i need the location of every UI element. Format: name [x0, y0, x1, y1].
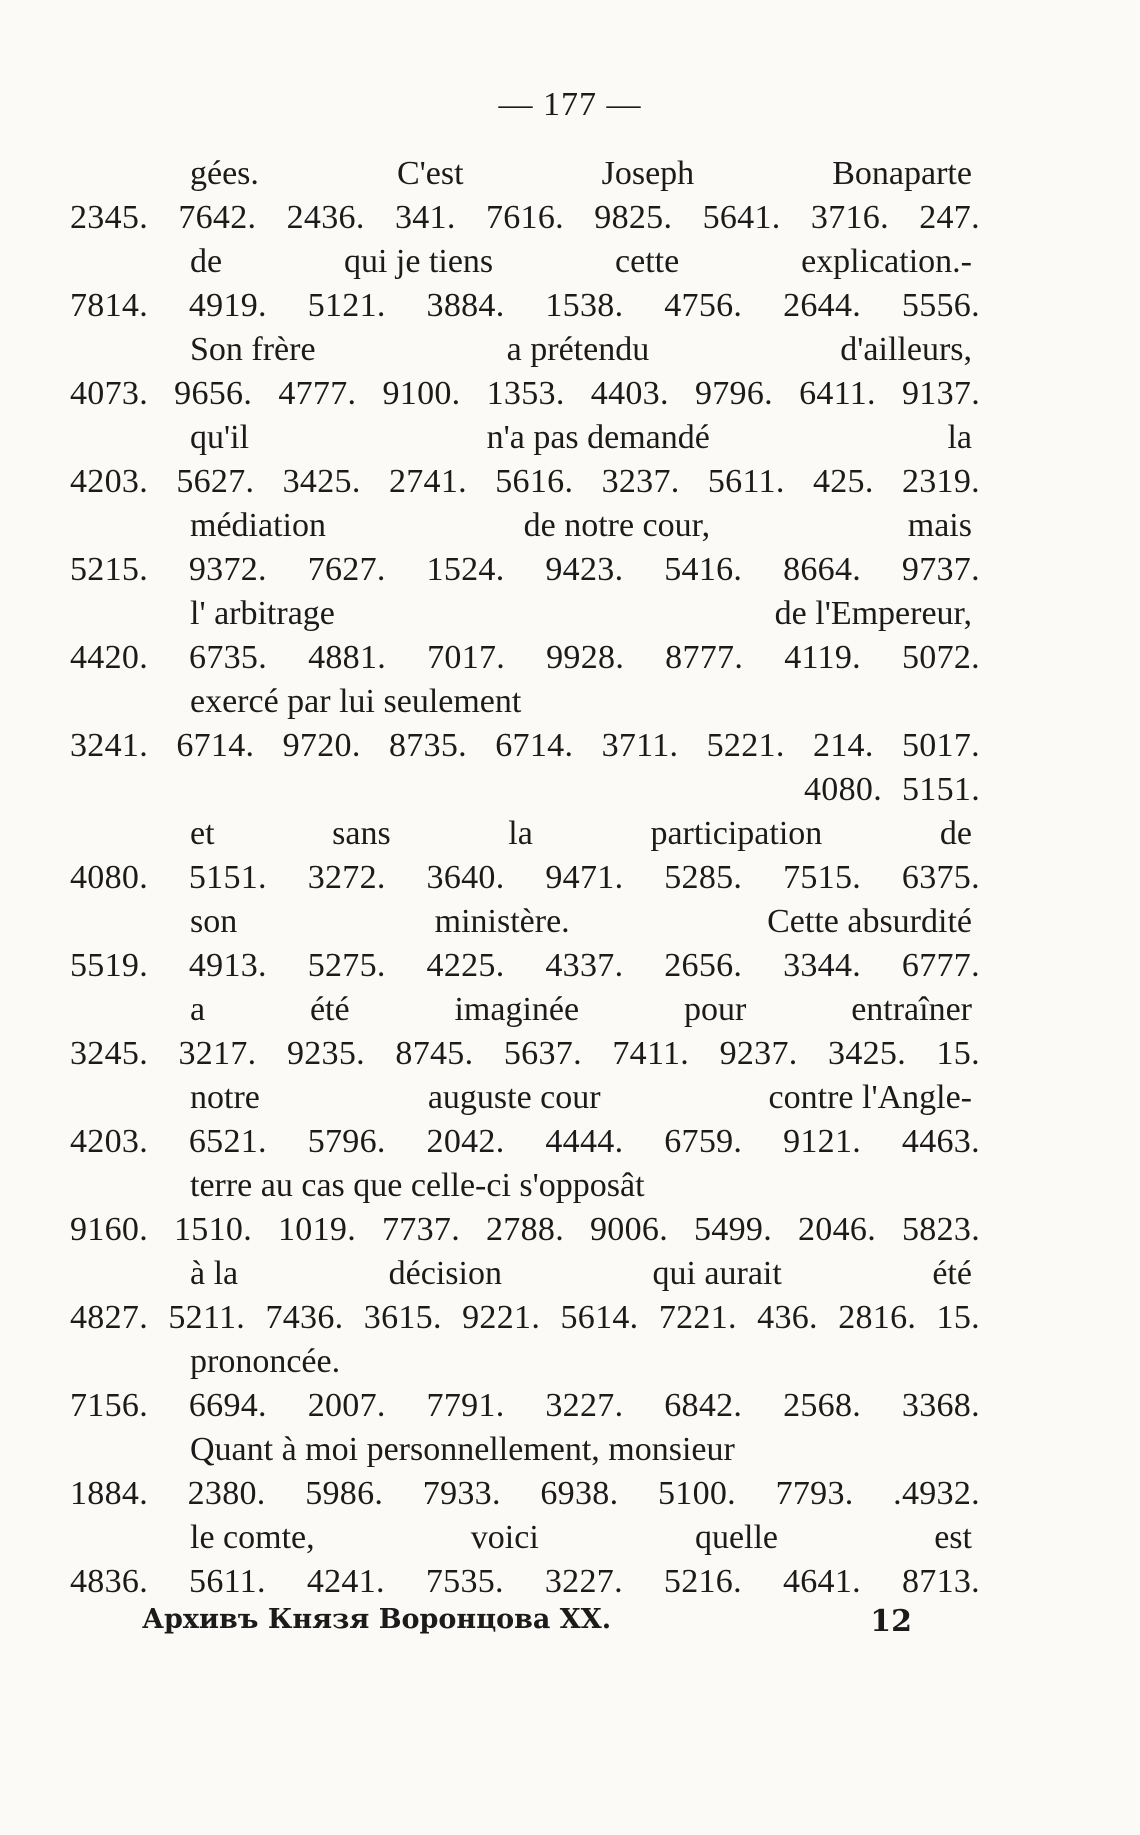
cipher-code: 9221. [462, 1299, 541, 1336]
cipher-code: 2644. [783, 287, 862, 324]
plaintext-line [70, 680, 980, 724]
cipher-code: 2380. [187, 1475, 266, 1512]
cipher-code: 5072. [901, 639, 980, 676]
cipher-code-line [70, 1120, 980, 1164]
plaintext-line [70, 1076, 980, 1120]
cipher-code: 3615. [363, 1299, 442, 1336]
line-pair [70, 680, 980, 812]
cipher-code: 6375. [901, 859, 980, 896]
cipher-code: 341. [394, 199, 456, 236]
cipher-code: 1884. [70, 1475, 148, 1512]
plaintext-word: et [190, 815, 215, 852]
cipher-text-body [70, 152, 980, 1604]
line-pair [70, 328, 980, 416]
plaintext-word: n'a pas demandé [486, 419, 710, 456]
cipher-code: 4777. [278, 375, 357, 412]
cipher-code: 4420. [70, 639, 148, 676]
plaintext-word: C'est [396, 155, 464, 192]
plaintext-word: le comte, [190, 1519, 315, 1556]
cipher-code: 4119. [784, 639, 861, 676]
page-number: — 177 — [498, 86, 642, 123]
cipher-code: 4919. [188, 287, 267, 324]
line-pair [70, 1340, 980, 1428]
cipher-code: 5275. [307, 947, 386, 984]
plaintext-word: a prétendu [506, 331, 650, 368]
cipher-code: 7017. [427, 639, 506, 676]
line-pair [70, 504, 980, 592]
plaintext-word: médiation [190, 507, 326, 544]
plaintext-word: est [934, 1519, 972, 1556]
cipher-code: 2319. [901, 463, 980, 500]
line-pair [70, 988, 980, 1076]
cipher-code: 7814. [70, 287, 148, 324]
cipher-code: 4203. [70, 1123, 148, 1160]
cipher-code: 3272. [307, 859, 386, 896]
cipher-code: 7515. [783, 859, 862, 896]
cipher-code: 6735. [189, 639, 268, 676]
cipher-code: 8777. [665, 639, 744, 676]
cipher-code: 2436. [286, 199, 365, 236]
cipher-code: 6938. [540, 1475, 619, 1512]
cipher-code: 4203. [70, 463, 148, 500]
cipher-code: 4337. [545, 947, 624, 984]
line-pair [70, 1516, 980, 1604]
cipher-code: 15. [936, 1299, 980, 1336]
cipher-code: 8735. [388, 727, 467, 764]
cipher-code: 4073. [70, 375, 148, 412]
cipher-code: 2741. [388, 463, 467, 500]
plaintext-word: été [932, 1255, 972, 1292]
plaintext-word: la [508, 815, 533, 852]
line-pair [70, 152, 980, 240]
plaintext-word: auguste cour [427, 1079, 601, 1116]
plaintext-line [70, 1516, 980, 1560]
cipher-code: 3425. [828, 1035, 907, 1072]
plaintext-word: entraîner [851, 991, 972, 1028]
cipher-code: 3884. [426, 287, 505, 324]
footer-signature-number: 12 [870, 1604, 912, 1639]
cipher-code: 5215. [70, 551, 148, 588]
cipher-code: 5986. [305, 1475, 384, 1512]
cipher-code: 7933. [422, 1475, 501, 1512]
cipher-code: 6714. [176, 727, 255, 764]
plaintext-word: qui je tiens [343, 243, 494, 280]
plaintext-word: Quant à moi personnellement, monsieur [190, 1431, 735, 1468]
cipher-code-line [70, 944, 980, 988]
cipher-code: 5416. [664, 551, 743, 588]
plaintext-word: mais [907, 507, 972, 544]
cipher-code: 3227. [545, 1387, 624, 1424]
cipher-code: 2788. [486, 1211, 564, 1248]
cipher-code: 6411. [799, 375, 876, 412]
cipher-code: 7791. [426, 1387, 505, 1424]
plaintext-line [70, 1340, 980, 1384]
cipher-code: 6842. [664, 1387, 743, 1424]
cipher-code: 9656. [174, 375, 253, 412]
cipher-code: 5611. [707, 463, 785, 500]
cipher-code: 3368. [901, 1387, 980, 1424]
cipher-code: 5627. [176, 463, 255, 500]
cipher-code: 5616. [495, 463, 574, 500]
cipher-code: 9121. [783, 1123, 862, 1160]
cipher-code: 9235. [286, 1035, 365, 1072]
plaintext-word: d'ailleurs, [840, 331, 972, 368]
plaintext-word: de [939, 815, 972, 852]
cipher-code: 3711. [601, 727, 679, 764]
cipher-code-line [70, 548, 980, 592]
cipher-code: 7793. [775, 1475, 854, 1512]
plaintext-word: son [190, 903, 238, 940]
cipher-code: 5796. [307, 1123, 386, 1160]
cipher-code: 9423. [545, 551, 624, 588]
cipher-code: 4913. [188, 947, 267, 984]
line-pair [70, 416, 980, 504]
plaintext-line [70, 504, 980, 548]
cipher-code: 9372. [188, 551, 267, 588]
cipher-code: 5499. [694, 1211, 772, 1248]
plaintext-line [70, 152, 980, 196]
cipher-code: 7156. [70, 1387, 148, 1424]
cipher-code: 436. [757, 1299, 818, 1336]
plaintext-word: prononcée. [190, 1343, 341, 1380]
cipher-code: 425. [812, 463, 874, 500]
plaintext-word: à la [190, 1255, 239, 1292]
cipher-code-line [70, 1208, 980, 1252]
plaintext-word: a [190, 991, 206, 1028]
cipher-code: 5221. [706, 727, 785, 764]
cipher-code: 9796. [694, 375, 773, 412]
plaintext-word: ministère. [434, 903, 570, 940]
cipher-code: 247. [919, 199, 980, 236]
plaintext-word: terre au cas que celle-ci s'opposât [190, 1167, 645, 1204]
cipher-code: 5216. [663, 1563, 742, 1600]
cipher-code: 5151. [902, 771, 980, 808]
cipher-code: 4756. [664, 287, 743, 324]
cipher-code: 3217. [178, 1035, 257, 1072]
plaintext-word: contre l'Angle- [768, 1079, 972, 1116]
cipher-code-line [70, 1296, 980, 1340]
cipher-code: 3344. [783, 947, 862, 984]
cipher-code: .4932. [893, 1475, 980, 1512]
cipher-code: 4403. [590, 375, 669, 412]
plaintext-word: la [947, 419, 972, 456]
cipher-code: 4881. [308, 639, 387, 676]
cipher-code: 1353. [486, 375, 565, 412]
cipher-code: 4827. [70, 1299, 148, 1336]
plaintext-line [70, 900, 980, 944]
cipher-code: 5637. [503, 1035, 582, 1072]
cipher-code: 4080. [804, 771, 882, 808]
cipher-code: 7221. [658, 1299, 737, 1336]
plaintext-word: décision [388, 1255, 502, 1292]
plaintext-word: été [309, 991, 350, 1028]
plaintext-word: Cette absurdité [767, 903, 972, 940]
cipher-code: 9928. [546, 639, 625, 676]
plaintext-word: Son frère [190, 331, 316, 368]
cipher-code: 5151. [188, 859, 267, 896]
cipher-code: 214. [812, 727, 874, 764]
cipher-code: 7737. [382, 1211, 460, 1248]
plaintext-line [70, 1164, 980, 1208]
cipher-code-line [70, 636, 980, 680]
plaintext-word: quelle [694, 1519, 779, 1556]
cipher-code-line [70, 196, 980, 240]
cipher-code-line [70, 284, 980, 328]
cipher-code: 2816. [838, 1299, 917, 1336]
cipher-code: 15. [936, 1035, 980, 1072]
plaintext-word: gées. [190, 155, 259, 192]
cipher-code: 5823. [902, 1211, 980, 1248]
cipher-code: 5614. [560, 1299, 639, 1336]
cipher-code: 4463. [901, 1123, 980, 1160]
plaintext-word: cette [615, 243, 680, 280]
cipher-code: 1510. [174, 1211, 252, 1248]
cipher-code: 3241. [70, 727, 148, 764]
plaintext-line [70, 240, 980, 284]
cipher-code: 9720. [282, 727, 361, 764]
cipher-code: 3640. [426, 859, 505, 896]
cipher-code: 3227. [544, 1563, 623, 1600]
line-pair [70, 240, 980, 328]
cipher-code: 2042. [426, 1123, 505, 1160]
cipher-code: 7535. [425, 1563, 504, 1600]
cipher-code: 7616. [485, 199, 564, 236]
cipher-code: 6694. [188, 1387, 267, 1424]
cipher-code: 5556. [901, 287, 980, 324]
plaintext-word: participation [650, 815, 823, 852]
cipher-code: 3245. [70, 1035, 148, 1072]
cipher-code: 2656. [664, 947, 743, 984]
cipher-code: 8745. [395, 1035, 474, 1072]
cipher-code: 6777. [901, 947, 980, 984]
cipher-code: 2345. [70, 199, 148, 236]
plaintext-word: de [190, 243, 223, 280]
cipher-code: 9100. [382, 375, 461, 412]
plaintext-word: explication.- [801, 243, 972, 280]
plaintext-line [70, 812, 980, 856]
cipher-code: 2007. [307, 1387, 386, 1424]
cipher-code: 9737. [901, 551, 980, 588]
cipher-code: 6759. [664, 1123, 743, 1160]
plaintext-word: voici [470, 1519, 539, 1556]
plaintext-word: l' arbitrage [190, 595, 335, 632]
cipher-code: 8713. [901, 1563, 980, 1600]
page-footer [142, 1604, 912, 1639]
footer-archive-title: Архивъ Князя Воронцова XX. [142, 1604, 612, 1635]
cipher-code: 9137. [902, 375, 980, 412]
plaintext-word: qui aurait [652, 1255, 782, 1292]
plaintext-line [70, 988, 980, 1032]
cipher-code-line [70, 1384, 980, 1428]
plaintext-word: de l'Empereur, [774, 595, 972, 632]
cipher-code: 5611. [189, 1563, 266, 1600]
plaintext-word: notre [190, 1079, 260, 1116]
cipher-code: 4225. [426, 947, 505, 984]
cipher-code: 5641. [702, 199, 781, 236]
cipher-code: 9237. [719, 1035, 798, 1072]
cipher-code-line [70, 856, 980, 900]
plaintext-word: de notre cour, [523, 507, 711, 544]
cipher-code: 9160. [70, 1211, 148, 1248]
cipher-code-line-continuation [70, 768, 980, 812]
cipher-code: 7411. [612, 1035, 690, 1072]
cipher-code: 5100. [657, 1475, 736, 1512]
line-pair [70, 1164, 980, 1252]
plaintext-word: qu'il [190, 419, 250, 456]
plaintext-word: exercé par lui seulement [190, 683, 522, 720]
cipher-code: 1524. [426, 551, 505, 588]
plaintext-line [70, 1252, 980, 1296]
line-pair [70, 1076, 980, 1164]
cipher-code-line [70, 460, 980, 504]
plaintext-word: Joseph [601, 155, 695, 192]
cipher-code: 3237. [601, 463, 680, 500]
line-pair [70, 900, 980, 988]
cipher-code: 5211. [168, 1299, 246, 1336]
cipher-code: 7627. [307, 551, 386, 588]
cipher-code: 4641. [782, 1563, 861, 1600]
plaintext-line [70, 328, 980, 372]
cipher-code: 7642. [178, 199, 257, 236]
cipher-code-line [70, 372, 980, 416]
cipher-code: 5017. [901, 727, 980, 764]
cipher-code: 6714. [495, 727, 574, 764]
line-pair [70, 1428, 980, 1516]
plaintext-word: imaginée [454, 991, 580, 1028]
cipher-code: 2568. [783, 1387, 862, 1424]
plaintext-line [70, 1428, 980, 1472]
line-pair [70, 812, 980, 900]
cipher-code: 5285. [664, 859, 743, 896]
line-pair [70, 592, 980, 680]
cipher-code: 5121. [307, 287, 386, 324]
cipher-code: 4080. [70, 859, 148, 896]
cipher-code: 8664. [783, 551, 862, 588]
cipher-code: 9825. [594, 199, 673, 236]
cipher-code-line [70, 1472, 980, 1516]
cipher-code-line [70, 1032, 980, 1076]
cipher-code: 2046. [798, 1211, 876, 1248]
cipher-code: 1019. [278, 1211, 356, 1248]
cipher-code: 7436. [265, 1299, 344, 1336]
plaintext-word: sans [332, 815, 391, 852]
cipher-code: 4241. [306, 1563, 385, 1600]
plaintext-word: pour [683, 991, 747, 1028]
cipher-code-line [70, 724, 980, 768]
cipher-code: 9006. [590, 1211, 668, 1248]
cipher-code: 6521. [188, 1123, 267, 1160]
cipher-code: 3425. [282, 463, 361, 500]
cipher-code: 5519. [70, 947, 148, 984]
cipher-code: 3716. [810, 199, 889, 236]
cipher-code-line [70, 1560, 980, 1604]
plaintext-word: Bonaparte [832, 155, 972, 192]
cipher-code: 4444. [545, 1123, 624, 1160]
cipher-code: 9471. [545, 859, 624, 896]
cipher-code: 1538. [545, 287, 624, 324]
plaintext-line [70, 416, 980, 460]
cipher-code: 4836. [70, 1563, 148, 1600]
plaintext-line [70, 592, 980, 636]
line-pair [70, 1252, 980, 1340]
